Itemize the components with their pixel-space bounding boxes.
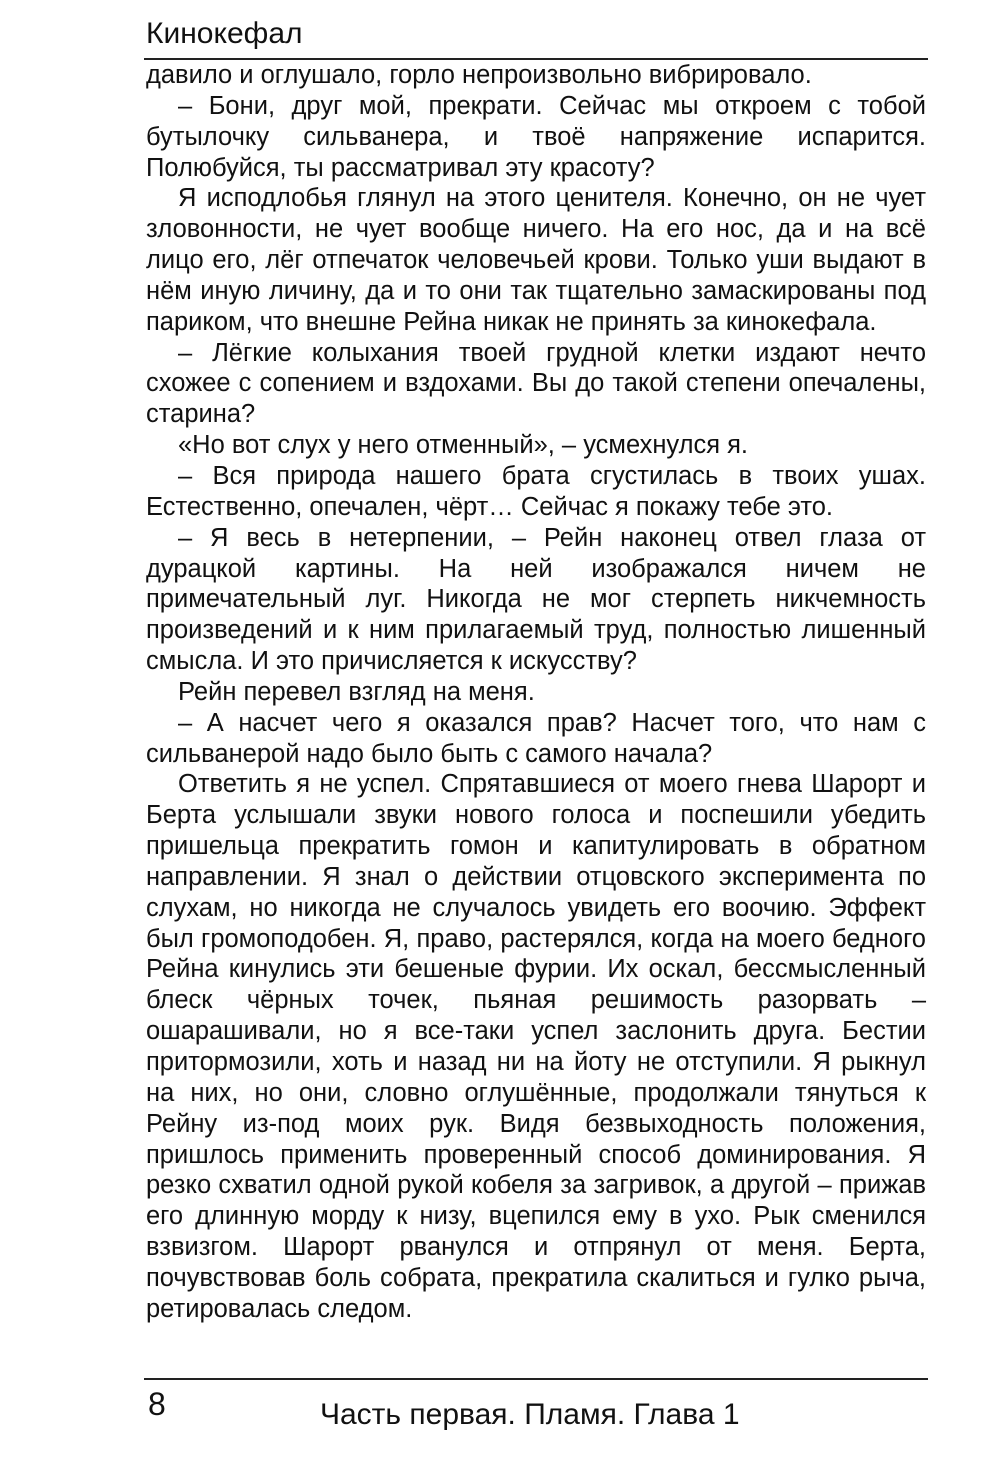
paragraph: Ответить я не успел. Спрятавшиеся от моего гнева Шарорт и Берта услышали звуки нового голоса и поспешили убедить пришельца прекратить гомон и капитулировать в обратном направлении. Я знал о действии отцовского эксперимента по слухам, но никогда не случалось увидеть его воочию. Эффект был громоподобен. Я, право, растерялся, когда на моего бедного Рейна кинулись эти бешеные фурии. Их оскал, бессмысленный блеск чёрных точек, пьяная решимость разорвать – ошарашивали, но я все-таки успел заслонить друга. Бестии притормозили, хоть и назад ни на йоту не отступили. Я рыкнул на них, но они, словно оглушённые, продолжали тянуться к Рейну из-под моих рук. Видя безвыходность положения, пришлось применить проверенный способ доминирования. Я резко схватил одной рукой кобеля за загривок, а другой – прижав его длинную морду к низу, вцепился ему в ухо. Рык сменился взвизгом. Шарорт рванулся и отпрянул от меня. Берта, почувствовав боль собрата, прекратила скалиться и гулко рыча, ретировалась следом. [146, 770, 926, 1323]
paragraph: – Бони, друг мой, прекрати. Сейчас мы откроем с тобой бутылочку сильванера, и твоё напряжение испарится. Полюбуйся, ты рассматривал эту красоту? [146, 91, 926, 182]
running-header: Кинокефал [146, 17, 303, 50]
footer-rule [144, 1378, 928, 1380]
body-text [146, 60, 926, 1325]
paragraph: Я исподлобья глянул на этого ценителя. Конечно, он не чует зловонности, не чует вообще ничего. На его нос, да и на всё лицо его, лёг отпечаток человечьей крови. Только уши выдают в нём иную личину, да и то они так тщательно замаскированы под париком, что внешне Рейна никак не принять за кинокефала. [146, 184, 926, 336]
footer-section-title: Часть первая. Пламя. Глава 1 [320, 1398, 740, 1431]
paragraph: – А насчет чего я оказался прав? Насчет того, что нам с сильванерой надо было быть с самого начала? [146, 708, 926, 768]
page-number: 8 [148, 1386, 166, 1422]
paragraph: Рейн перевел взгляд на меня. [178, 677, 535, 706]
paragraph: – Я весь в нетерпении, – Рейн наконец отвел глаза от дурацкой картины. На ней изображался ничем не примечательный луг. Никогда не мог стерпеть никчемность произведений и к ним прилагаемый труд, полностью лишенный смысла. И это причисляется к искусству? [146, 523, 926, 676]
paragraph: «Но вот слух у него отменный», – усмехнулся я. [178, 431, 749, 460]
paragraph: давило и оглушало, горло непроизвольно вибрировало. [146, 61, 812, 89]
paragraph: – Лёгкие колыхания твоей грудной клетки издают нечто схожее с сопением и вздохами. Вы до такой степени опечалены, старина? [146, 338, 926, 429]
paragraph: – Вся природа нашего брата сгустилась в твоих ушах. Естественно, опечален, чёрт… Сейчас я покажу тебе это. [146, 461, 926, 521]
